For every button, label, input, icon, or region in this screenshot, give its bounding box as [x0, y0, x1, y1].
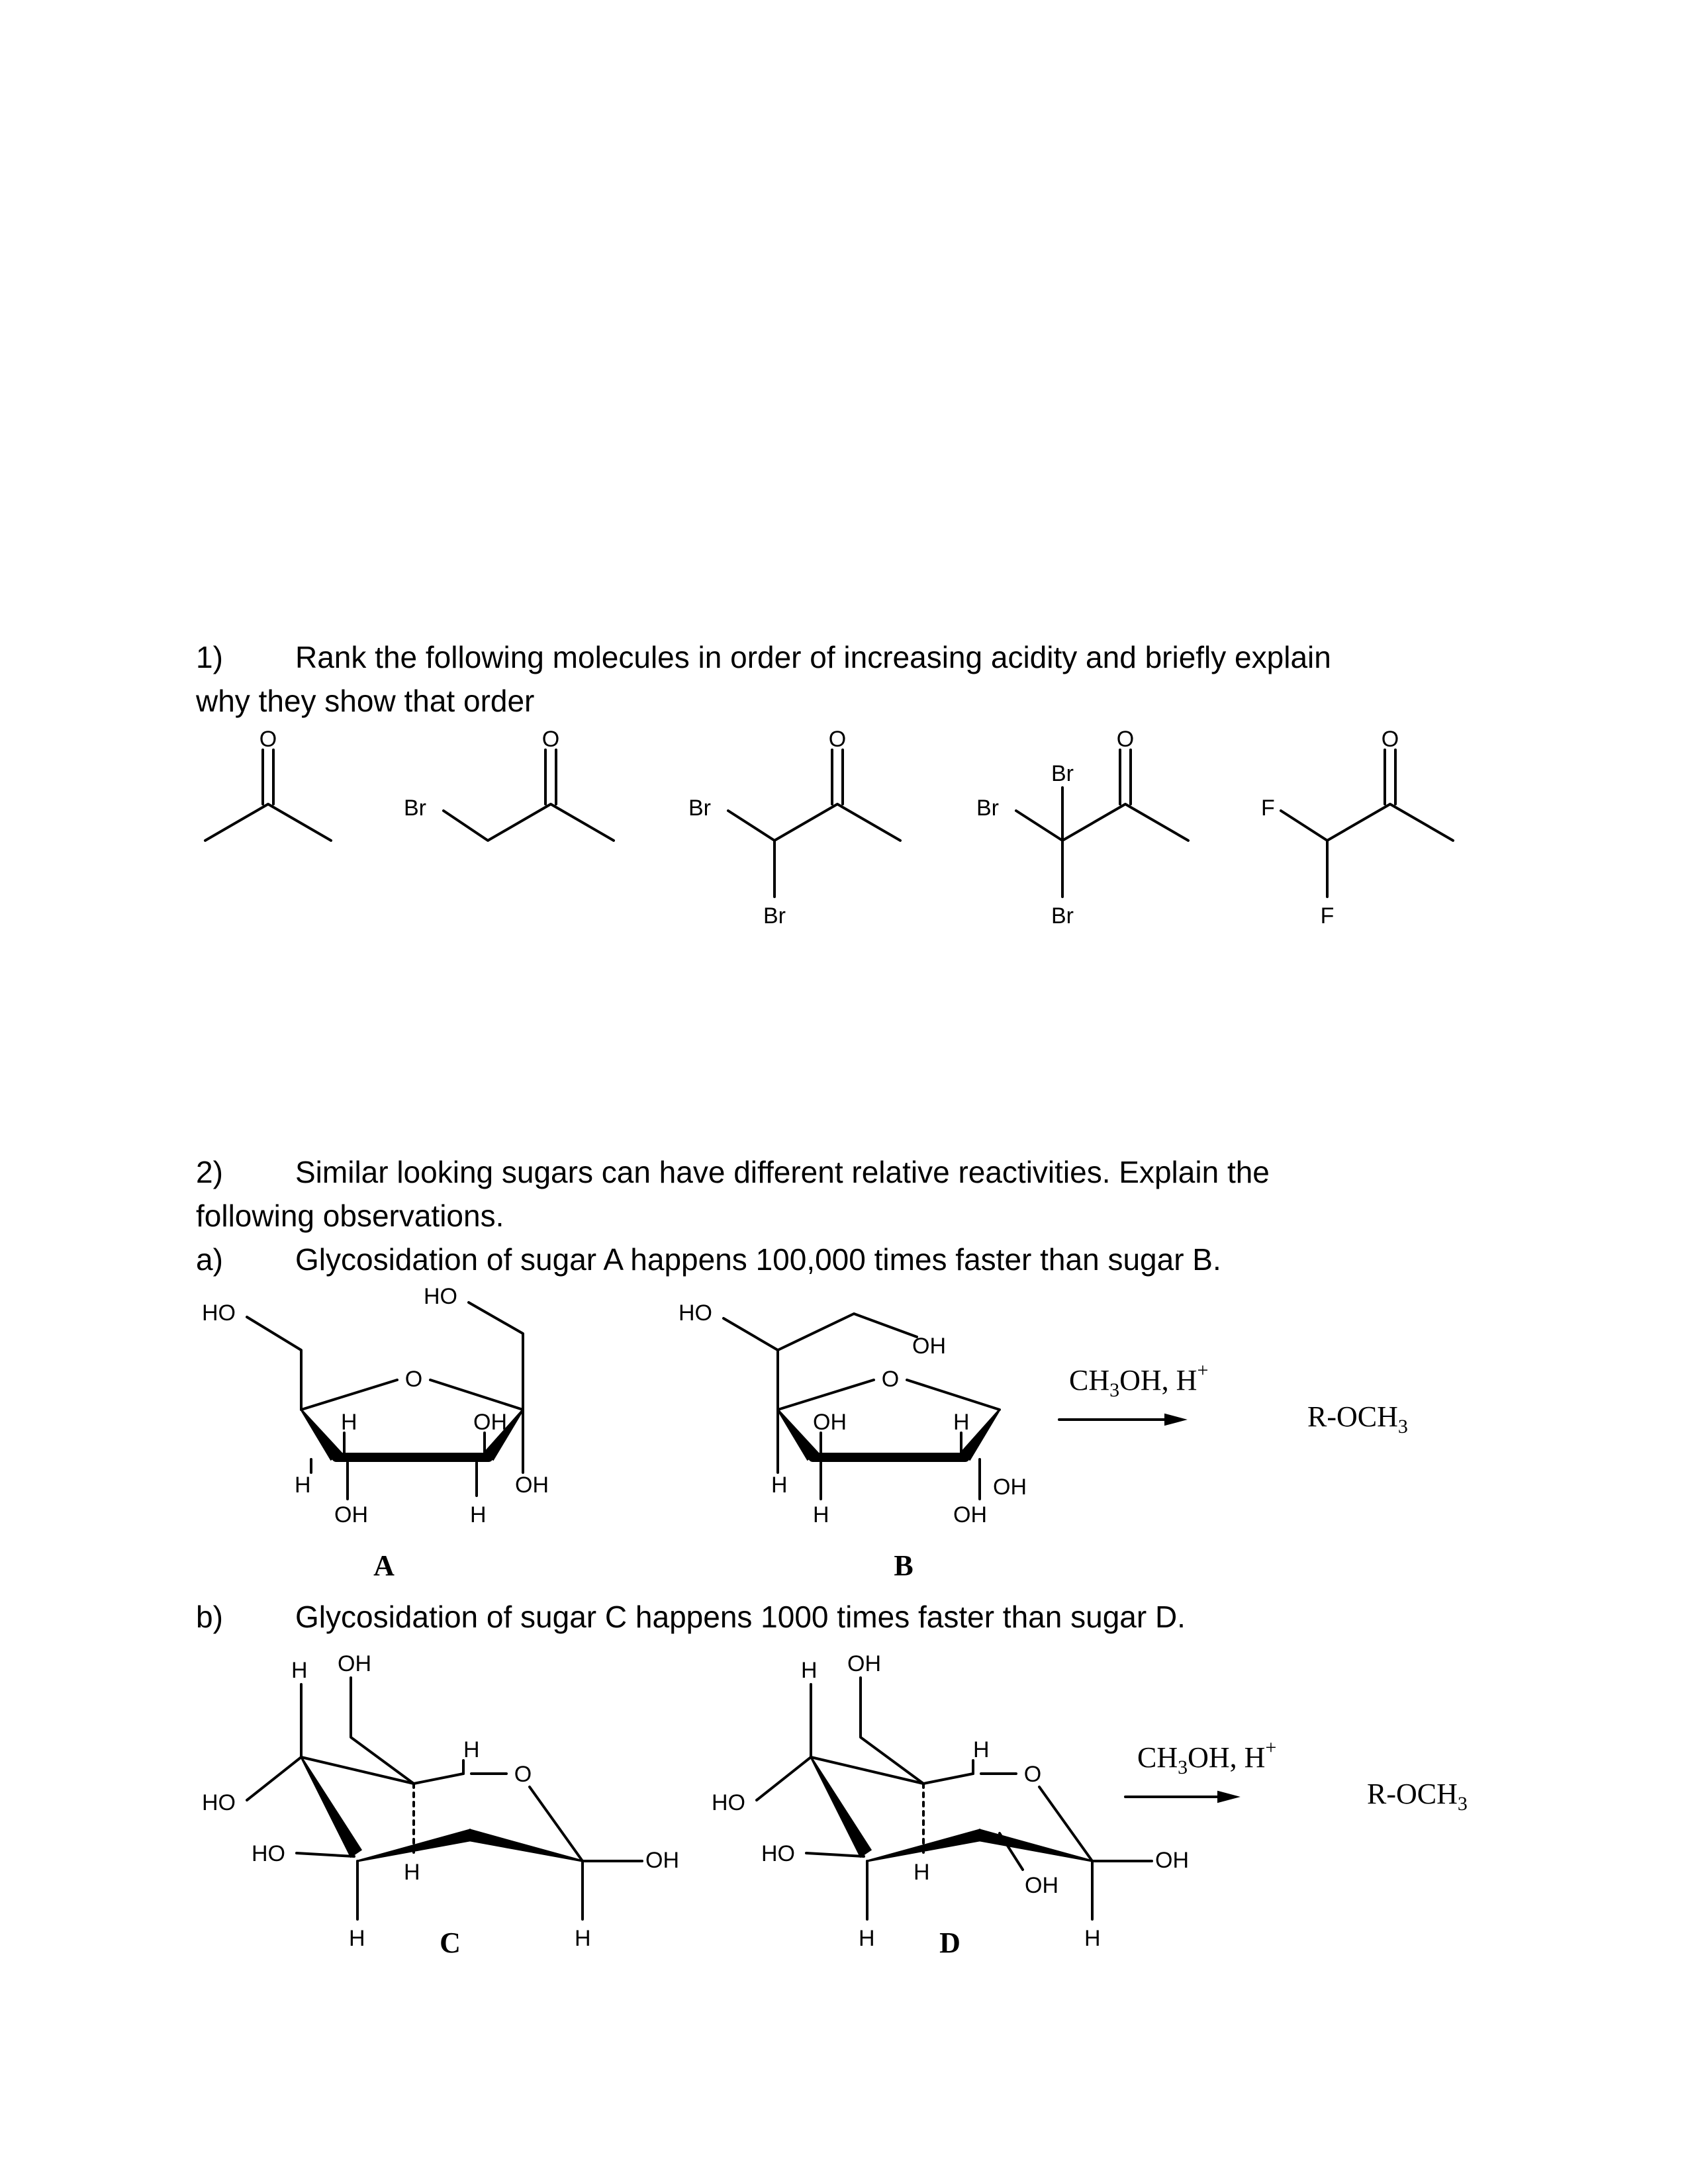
- atom-label: H: [463, 1737, 480, 1762]
- question-1-number: 1): [196, 640, 223, 674]
- atom-label: Br: [1051, 761, 1074, 786]
- atom-label: OH: [912, 1334, 946, 1359]
- atom-label: H: [801, 1658, 818, 1683]
- atom-label: OH: [515, 1473, 549, 1498]
- part-a-label: a): [196, 1242, 223, 1277]
- atom-label: O: [1116, 727, 1135, 752]
- sugar-c: [202, 1651, 679, 1959]
- atom-label: H: [349, 1926, 365, 1951]
- atom-label: Br: [976, 796, 999, 821]
- atom-label: OH: [953, 1502, 987, 1527]
- atom-label: O: [259, 727, 277, 752]
- atom-label: H: [859, 1926, 875, 1951]
- atom-label: H: [470, 1502, 487, 1527]
- atom-label: H: [295, 1473, 311, 1498]
- sugar-b-label: B: [894, 1549, 914, 1582]
- atom-label: OH: [847, 1651, 881, 1676]
- product-label: $R-OCH_3$: [1367, 1778, 1468, 1815]
- atom-label: OH: [473, 1410, 507, 1435]
- atom-label: HO: [252, 1841, 285, 1866]
- reaction-a: [1059, 1359, 1408, 1437]
- atom-label: O: [1381, 727, 1399, 752]
- sugar-d-label: D: [939, 1927, 961, 1959]
- ring-oxygen: O: [1023, 1762, 1042, 1787]
- part-b-label: b): [196, 1600, 223, 1634]
- sugar-a-label: A: [373, 1549, 395, 1582]
- molecule-3-dibromoacetone: [688, 727, 900, 929]
- atom-label: HO: [202, 1300, 236, 1326]
- ring-oxygen: O: [881, 1367, 900, 1392]
- atom-label: O: [541, 727, 560, 752]
- atom-label: HO: [424, 1284, 457, 1309]
- atom-label: Br: [688, 796, 711, 821]
- atom-label: HO: [679, 1300, 712, 1326]
- atom-label: H: [1084, 1926, 1101, 1951]
- atom-label: Br: [1051, 903, 1074, 929]
- atom-label: OH: [645, 1848, 679, 1873]
- atom-label: OH: [1155, 1848, 1189, 1873]
- question-1-text: Rank the following molecules in order of increasing acidity and briefly explain: [295, 640, 1331, 674]
- atom-label: H: [771, 1473, 788, 1498]
- atom-label: H: [404, 1860, 420, 1885]
- atom-label: F: [1261, 796, 1275, 821]
- question-2-number: 2): [196, 1155, 223, 1189]
- sugar-a: [202, 1284, 549, 1582]
- reagent-label: $CH_3OH$, H+: [1069, 1359, 1209, 1401]
- molecule-1-acetone: [205, 727, 331, 841]
- molecule-4-tribromoacetone: [976, 727, 1188, 929]
- sugar-d: [712, 1651, 1189, 1959]
- atom-label: H: [341, 1410, 357, 1435]
- atom-label: Br: [763, 903, 786, 929]
- atom-label: Br: [404, 796, 426, 821]
- atom-label: H: [575, 1926, 591, 1951]
- atom-label: H: [953, 1410, 970, 1435]
- sugar-c-label: C: [440, 1927, 461, 1959]
- question-2-text-continued: following observations.: [196, 1199, 504, 1233]
- atom-label: H: [291, 1658, 308, 1683]
- sugar-b: [679, 1300, 1027, 1582]
- product-label: $R-OCH_3$: [1307, 1400, 1408, 1437]
- atom-label: OH: [338, 1651, 371, 1676]
- atom-label: OH: [813, 1410, 847, 1435]
- atom-label: OH: [334, 1502, 368, 1527]
- atom-label: H: [973, 1737, 990, 1762]
- ring-oxygen: O: [514, 1762, 532, 1787]
- atom-label: HO: [712, 1790, 745, 1815]
- atom-label: HO: [202, 1790, 236, 1815]
- atom-label: F: [1320, 903, 1335, 929]
- ring-oxygen: O: [404, 1367, 423, 1392]
- molecule-5-difluoroacetone: [1261, 727, 1453, 929]
- reagent-label: $CH_3OH$, H+: [1137, 1737, 1277, 1778]
- atom-label: H: [914, 1860, 930, 1885]
- atom-label: H: [813, 1502, 829, 1527]
- reaction-b: [1125, 1737, 1468, 1815]
- atom-label: HO: [761, 1841, 795, 1866]
- atom-label: O: [828, 727, 847, 752]
- atom-label: OH: [993, 1475, 1027, 1500]
- atom-label: OH: [1025, 1873, 1058, 1898]
- question-1-text-continued: why they show that order: [196, 684, 535, 718]
- part-b-text: Glycosidation of sugar C happens 1000 times faster than sugar D.: [295, 1600, 1186, 1634]
- question-2-text: Similar looking sugars can have different relative reactivities. Explain the: [295, 1155, 1270, 1189]
- part-a-text: Glycosidation of sugar A happens 100,000 times faster than sugar B.: [295, 1242, 1221, 1277]
- molecule-2-bromoacetone: [404, 727, 614, 841]
